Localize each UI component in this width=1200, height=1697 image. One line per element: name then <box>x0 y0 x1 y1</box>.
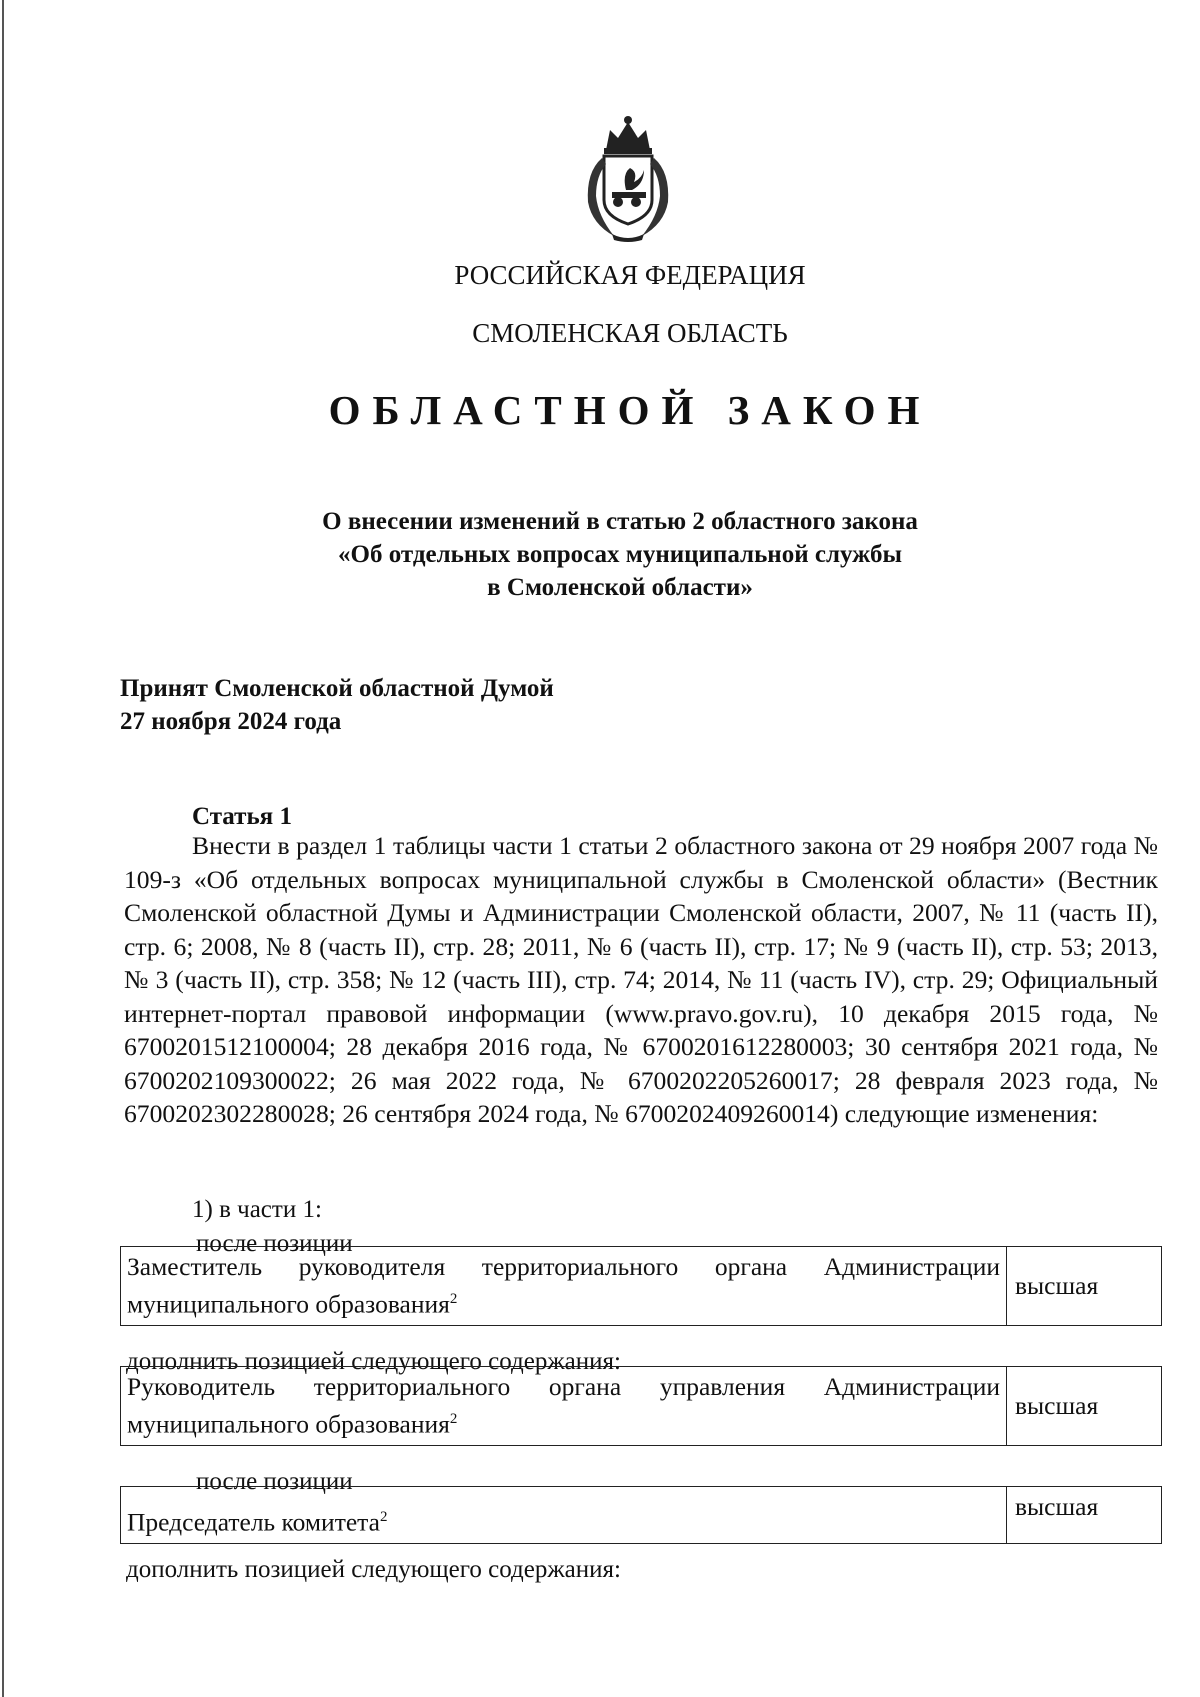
position-cell: Руководитель территориального органа управления Администрации муниципального образования$^2$ <box>121 1367 1007 1446</box>
position-table-1 <box>120 1246 1162 1326</box>
subject-line-1: О внесении изменений в статью 2 областного закона <box>322 508 918 535</box>
after-position-2: после позиции <box>196 1468 353 1495</box>
region-heading: СМОЛЕНСКАЯ ОБЛАСТЬ <box>472 318 788 348</box>
position-cell: Заместитель руководителя территориального органа Администрации муниципального образования$^2$ <box>121 1247 1007 1326</box>
position-table-2 <box>120 1366 1162 1446</box>
adoption-info <box>120 672 554 738</box>
table-row <box>121 1247 1162 1326</box>
table-row <box>121 1487 1162 1544</box>
adoption-date: 27 ноября 2024 года <box>120 708 342 735</box>
table-row <box>121 1367 1162 1446</box>
coat-of-arms-emblem <box>572 112 684 244</box>
country-heading: РОССИЙСКАЯ ФЕДЕРАЦИЯ <box>454 260 806 290</box>
category-cell: высшая <box>1007 1367 1162 1446</box>
law-subject <box>250 505 990 604</box>
subject-line-2: «Об отдельных вопросах муниципальной службы <box>338 541 902 568</box>
item-1: 1) в части 1: <box>192 1196 322 1223</box>
adopted-by: Принят Смоленской областной Думой <box>120 675 554 702</box>
supplement-text-1: дополнить позицией следующего содержания: <box>126 1348 621 1375</box>
supplement-text-2: дополнить позицией следующего содержания: <box>126 1556 621 1583</box>
page-edge-line <box>2 0 4 1697</box>
position-table-3 <box>120 1486 1162 1544</box>
subject-line-3: в Смоленской области» <box>487 574 753 601</box>
law-title: ОБЛАСТНОЙ ЗАКОН <box>328 387 932 433</box>
article-text: Внести в раздел 1 таблицы части 1 статьи 2 областного закона от 29 ноября 2007 года № 109-з «Об отдельных вопросах муниципальной службы в Смоленской области» (Вестник Смоленской областной Думы и Администрации Смоленской области, 2007, № 11 (часть II), стр. 6; 2008, № 8 (часть II), стр. 28; 2011, № 6 (часть II), стр. 17; № 9 (часть II), стр. 53; 2013, № 3 (часть II), стр. 358; № 12 (часть III), стр. 74; 2014, № 11 (часть IV), стр. 29; Официальный интернет-портал правовой информации (www.pravo.gov.ru), 10 декабря 2015 года, № 6700201512100004; 28 декабря 2016 года, № 6700201612280003; 30 сентября 2021 года, № 6700202109300022; 26 мая 2022 года, № 6700202205260017; 28 февраля 2023 года, № 6700202302280028; 26 сентября 2024 года, № 6700202409260014) следующие изменения: <box>124 831 1158 1128</box>
category-cell: высшая <box>1007 1487 1162 1544</box>
footnote-ref: 2 <box>449 1411 458 1427</box>
article-title: Статья 1 <box>192 803 292 830</box>
footnote-ref: 2 <box>379 1509 388 1525</box>
category-cell: высшая <box>1007 1247 1162 1326</box>
after-position-1: после позиции <box>196 1230 353 1257</box>
footnote-ref: 2 <box>449 1291 458 1307</box>
position-cell: Председатель комитета$^2$ <box>121 1487 1007 1544</box>
